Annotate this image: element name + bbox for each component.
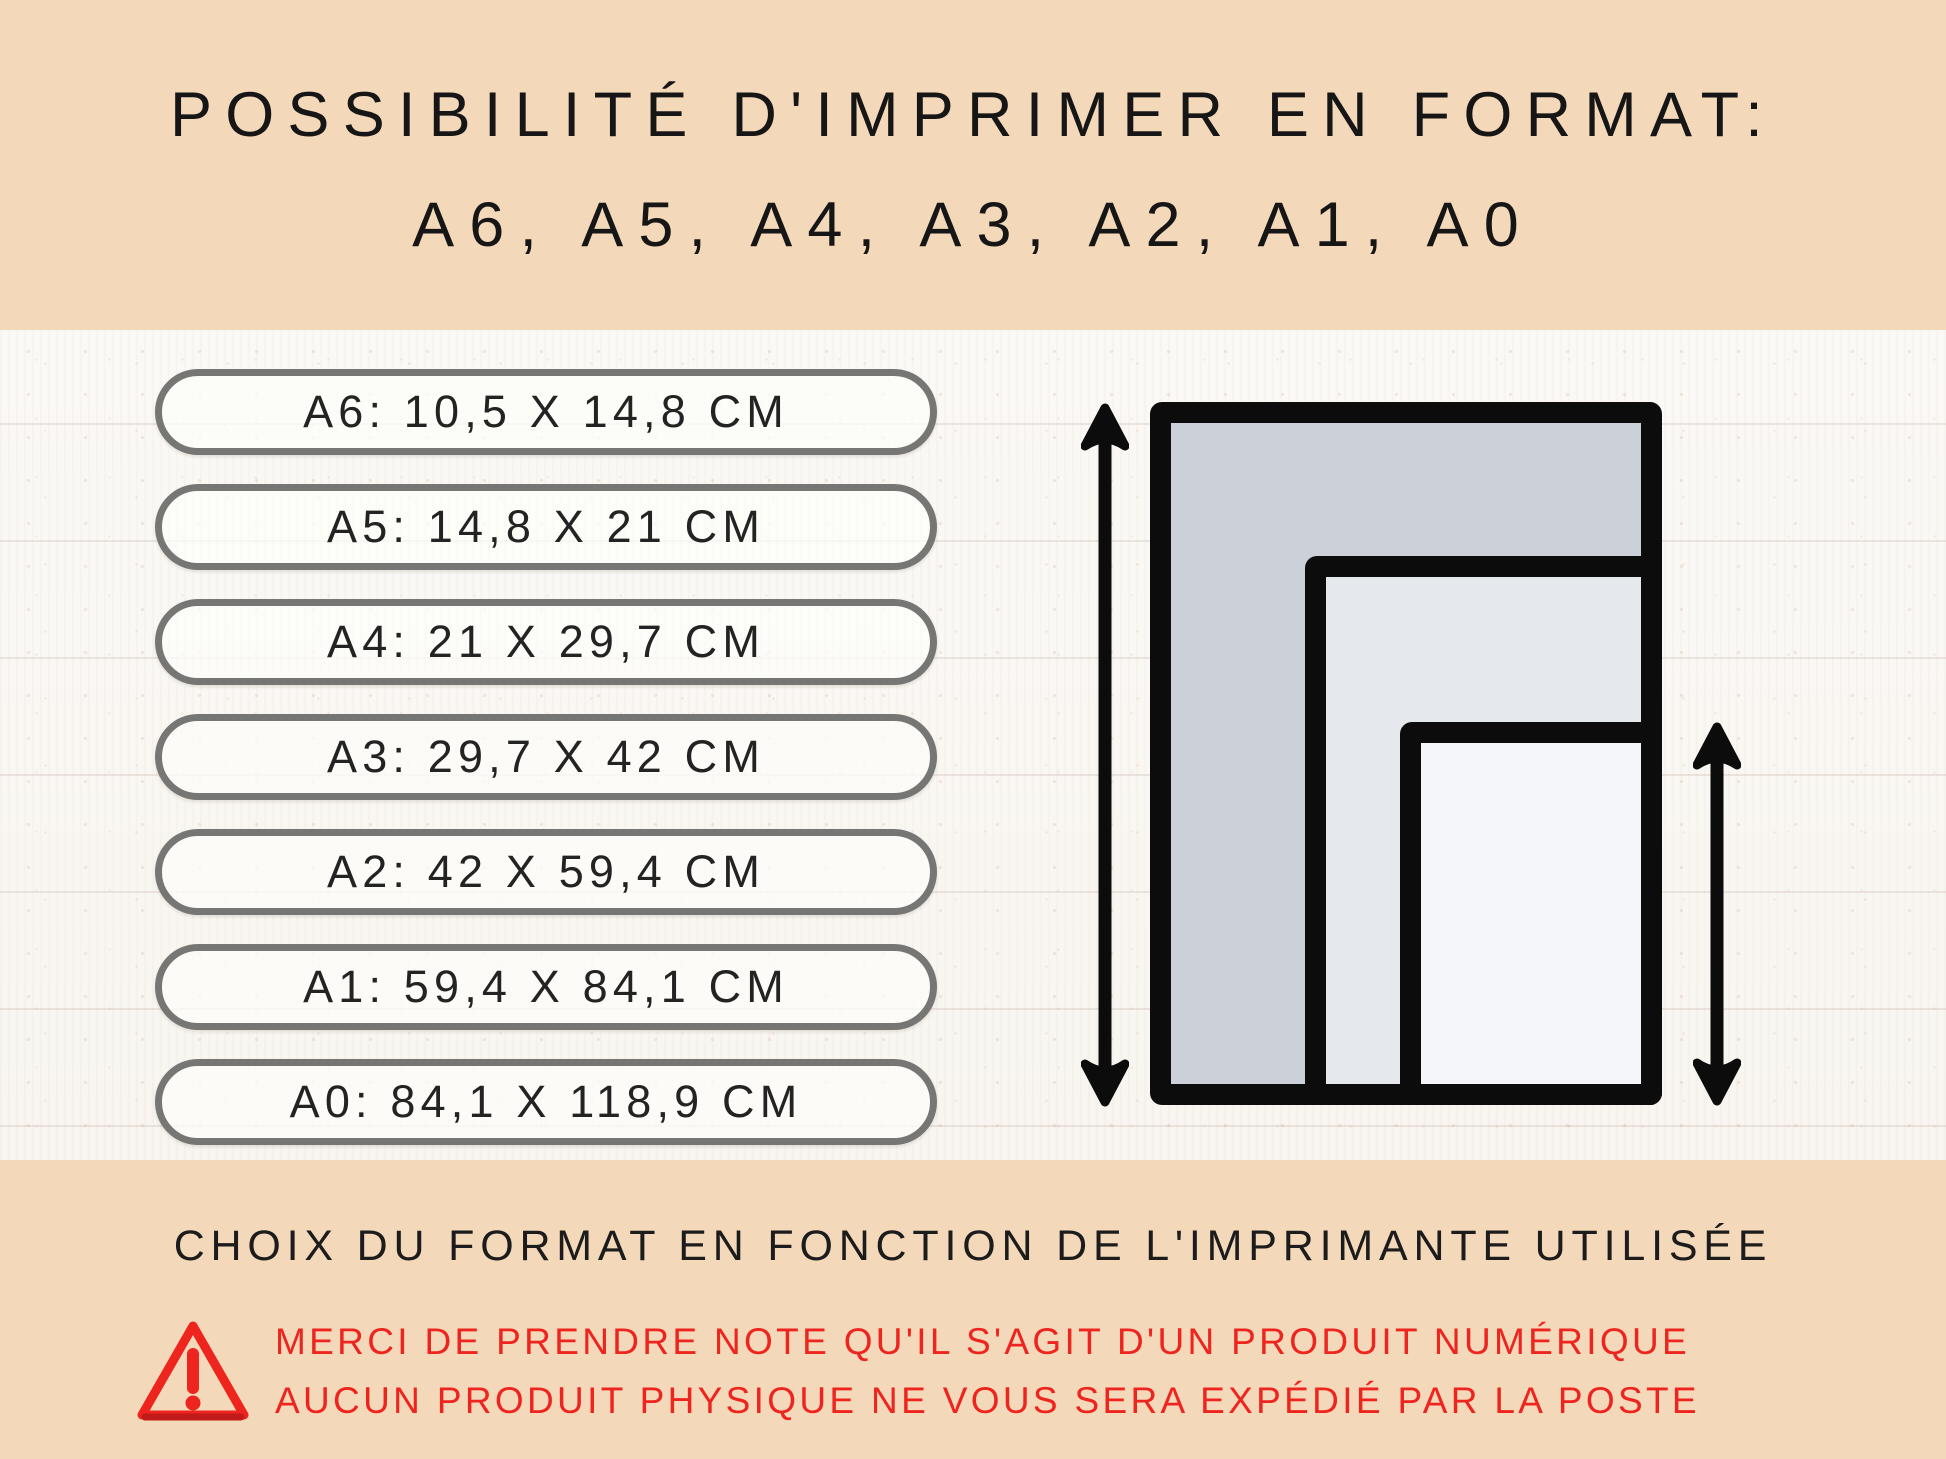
paper-small xyxy=(1400,722,1662,1105)
warning-line-1: MERCI DE PRENDRE NOTE QU'IL S'AGIT D'UN PRODUIT NUMÉRIQUE xyxy=(275,1320,1691,1362)
format-pill-a6: A6: 10,5 X 14,8 CM xyxy=(155,369,937,455)
format-pill-a3: A3: 29,7 X 42 CM xyxy=(155,714,937,800)
height-arrow-large-icon xyxy=(1081,403,1129,1107)
format-pill-a1: A1: 59,4 X 84,1 CM xyxy=(155,944,937,1030)
digital-product-warning xyxy=(133,1318,1833,1424)
format-pill-list xyxy=(155,369,937,1145)
format-pill-a0: A0: 84,1 X 118,9 CM xyxy=(155,1059,937,1145)
warning-line-2: AUCUN PRODUIT PHYSIQUE NE VOUS SERA EXPÉDIÉ PAR LA POSTE xyxy=(275,1379,1700,1421)
wood-texture-band xyxy=(0,330,1946,1160)
height-arrow-small-icon xyxy=(1693,722,1741,1106)
page-title-line1: POSSIBILITÉ D'IMPRIMER EN FORMAT: xyxy=(169,80,1777,150)
format-pill-a5: A5: 14,8 X 21 CM xyxy=(155,484,937,570)
warning-triangle-icon xyxy=(133,1318,253,1424)
format-pill-a4: A4: 21 X 29,7 CM xyxy=(155,599,937,685)
page-title-line2: A6, A5, A4, A3, A2, A1, A0 xyxy=(412,190,1534,260)
warning-text-block xyxy=(275,1319,1700,1424)
printer-choice-note: CHOIX DU FORMAT EN FONCTION DE L'IMPRIMANTE UTILISÉE xyxy=(173,1222,1773,1270)
nested-paper-sizes-diagram xyxy=(1081,402,1765,1108)
format-pill-a2: A2: 42 X 59,4 CM xyxy=(155,829,937,915)
